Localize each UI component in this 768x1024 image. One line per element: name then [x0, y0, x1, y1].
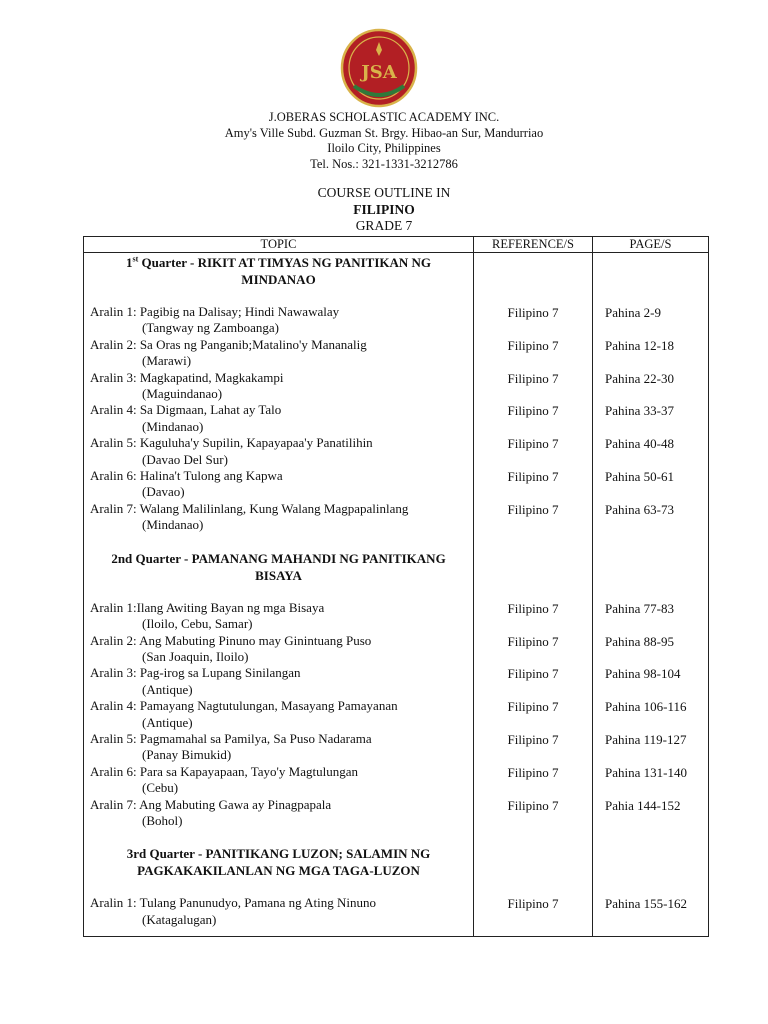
lesson-item: [84, 600, 473, 633]
lesson-region: (Tangway ng Zamboanga): [142, 320, 279, 336]
lesson-item: [84, 337, 473, 370]
lesson-region: (Marawi): [142, 353, 192, 369]
school-telephone: Tel. Nos.: 321-1331-3212786: [310, 156, 458, 171]
lesson-reference: Filipino 7: [507, 666, 559, 682]
title-line: COURSE OUTLINE IN: [317, 185, 451, 200]
lesson-reference: Filipino 7: [507, 469, 559, 485]
lesson-reference: Filipino 7: [507, 797, 559, 813]
lesson-reference: Filipino 7: [507, 305, 559, 320]
lesson-region: (San Joaquin, Iloilo): [142, 648, 249, 664]
lesson-region: (Katagalugan): [142, 911, 217, 927]
lesson-item: [84, 698, 473, 731]
lesson-title: Aralin 2: Sa Oras ng Panganib;Matalino'y Mananalig: [90, 336, 367, 352]
topic-cell: [84, 253, 474, 937]
lesson-region: (Panay Bimukid): [142, 747, 232, 763]
course-outline-table: [83, 236, 709, 937]
lesson-region: (Antique): [142, 681, 193, 697]
lesson-region: (Bohol): [142, 812, 183, 828]
lesson-title: Aralin 1:Ilang Awiting Bayan ng mga Bisaya: [90, 599, 325, 615]
lesson-item: [84, 665, 473, 698]
lesson-pages: Pahina 131-140: [605, 764, 687, 780]
lesson-reference: Filipino 7: [507, 896, 559, 912]
lesson-region: (Mindanao): [142, 517, 204, 533]
lesson-region: (Antique): [142, 714, 193, 730]
lesson-item: [84, 304, 473, 337]
lesson-item: [84, 633, 473, 666]
lesson-reference: Filipino 7: [507, 337, 559, 353]
lesson-title: Aralin 7: Walang Malilinlang, Kung Walang Magpapalinlang: [90, 500, 409, 516]
pages-cell: [593, 253, 709, 937]
grade-title: GRADE 7: [355, 218, 413, 233]
lesson-title: Aralin 5: Kaguluha'y Supilin, Kapayapaa'y Panatilihin: [90, 435, 373, 451]
lesson-pages: Pahina 106-116: [605, 699, 687, 715]
lesson-item: [84, 764, 473, 797]
lesson-pages: Pahina 155-162: [605, 896, 687, 912]
lesson-reference: Filipino 7: [507, 370, 559, 386]
lesson-reference: Filipino 7: [507, 436, 559, 452]
lesson-pages: Pahina 2-9: [605, 305, 661, 320]
lesson-title: Aralin 3: Magkapatind, Magkakampi: [90, 369, 284, 385]
lesson-region: (Mindanao): [142, 418, 204, 434]
lesson-title: Aralin 6: Halina't Tulong ang Kapwa: [90, 468, 283, 484]
lesson-pages: Pahina 63-73: [605, 501, 674, 517]
header-topic: TOPIC: [84, 237, 474, 253]
quarter-2-title: 2nd Quarter - PAMANANG MAHANDI NG PANITIKANG BISAYA: [111, 550, 446, 583]
table-body-row: [84, 253, 709, 937]
lesson-pages: Pahina 40-48: [605, 436, 674, 452]
school-address-line-2: Iloilo City, Philippines: [327, 141, 441, 155]
lesson-title: Aralin 1: Tulang Panunudyo, Pamana ng Ating Ninuno: [90, 895, 376, 911]
lesson-title: Aralin 7: Ang Mabuting Gawa ay Pinagpapala: [90, 796, 332, 812]
lesson-item: [84, 370, 473, 403]
lesson-pages: Pahina 22-30: [605, 370, 674, 386]
lesson-region: (Iloilo, Cebu, Samar): [142, 616, 253, 632]
lesson-title: Aralin 3: Pag-irog sa Lupang Sinilangan: [90, 665, 301, 681]
lesson-title: Aralin 5: Pagmamahal sa Pamilya, Sa Puso Nadarama: [90, 730, 372, 746]
lesson-reference: Filipino 7: [507, 600, 559, 616]
lesson-region: (Davao): [142, 484, 185, 500]
school-name: J.OBERAS SCHOLASTIC ACADEMY INC.: [268, 110, 500, 124]
lesson-item: [84, 797, 473, 830]
lesson-region: (Maguindanao): [142, 386, 223, 402]
lesson-item: [84, 402, 473, 435]
logo-lettering: JSA: [361, 62, 397, 83]
table-header-row: [84, 237, 709, 253]
lesson-pages: Pahina 119-127: [605, 731, 687, 747]
quarter-3-title: 3rd Quarter - PANITIKANG LUZON; SALAMIN NG PAGKAKAKILANLAN NG MGA TAGA-LUZON: [126, 846, 431, 879]
header-reference: REFERENCE/S: [474, 237, 593, 253]
school-logo-seal: [340, 28, 418, 108]
lesson-pages: Pahina 77-83: [605, 600, 674, 616]
lesson-region: (Cebu): [142, 780, 179, 796]
lesson-title: Aralin 1: Pagibig na Dalisay; Hindi Nawawalay: [90, 304, 340, 319]
lesson-reference: Filipino 7: [507, 731, 559, 747]
quarter-1-title: 1st Quarter - RIKIT AT TIMYAS NG PANITIKAN NG MINDANAO: [125, 254, 432, 287]
header-pages: PAGE/S: [593, 237, 709, 253]
lesson-reference: Filipino 7: [507, 633, 559, 649]
lesson-reference: Filipino 7: [507, 403, 559, 419]
lesson-pages: Pahina 33-37: [605, 403, 674, 419]
lesson-title: Aralin 2: Ang Mabuting Pinuno may Ginintuang Puso: [90, 632, 372, 648]
lesson-item: [84, 435, 473, 468]
lesson-pages: Pahina 98-104: [605, 666, 681, 682]
lesson-title: Aralin 6: Para sa Kapayapaan, Tayo'y Magtulungan: [90, 763, 358, 779]
lesson-reference: Filipino 7: [507, 501, 559, 517]
document-title-block: [0, 185, 768, 235]
school-header: [0, 110, 768, 172]
reference-cell: [474, 253, 593, 937]
lesson-pages: Pahia 144-152: [605, 797, 681, 813]
lesson-title: Aralin 4: Pamayang Nagtutulungan, Masayang Pamayanan: [90, 698, 398, 714]
school-address-line-1: Amy's Ville Subd. Guzman St. Brgy. Hibao-an Sur, Mandurriao: [224, 125, 544, 140]
lesson-item: [84, 501, 473, 534]
lesson-pages: Pahina 12-18: [605, 337, 674, 353]
lesson-pages: Pahina 88-95: [605, 633, 674, 649]
lesson-pages: Pahina 50-61: [605, 469, 674, 485]
lesson-reference: Filipino 7: [507, 699, 559, 715]
lesson-title: Aralin 4: Sa Digmaan, Lahat ay Talo: [90, 402, 282, 418]
lesson-reference: Filipino 7: [507, 764, 559, 780]
lesson-region: (Davao Del Sur): [142, 451, 228, 467]
lesson-item: [84, 895, 473, 928]
lesson-item: [84, 468, 473, 501]
lesson-item: [84, 731, 473, 764]
subject-title: FILIPINO: [353, 201, 415, 217]
